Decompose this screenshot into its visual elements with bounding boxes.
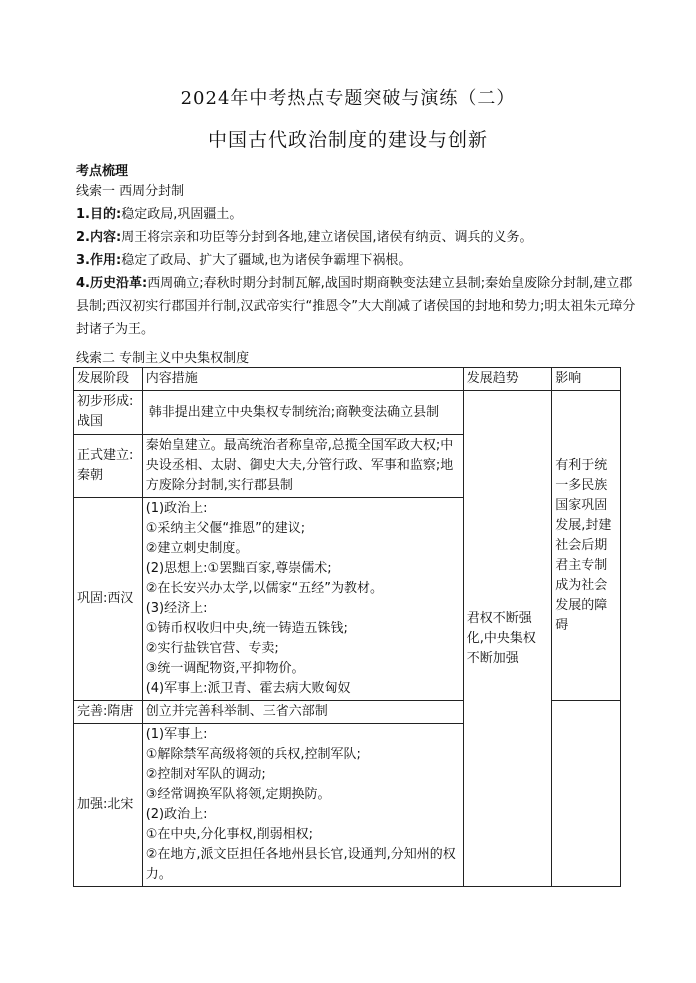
table-row [74,391,621,435]
item-label: 2.内容: [76,230,122,245]
item-text: 周王将宗亲和功臣等分封到各地,建立诸侯国,诸侯有纳贡、调兵的义务。 [121,230,533,245]
stage-cell: 正式建立:秦朝 [74,435,143,498]
stage-cell: 完善:隋唐 [74,701,143,724]
trend-text: 君权不断强化,中央集权不断加强 [466,610,536,666]
stage-cell: 初步形成:战国 [74,391,143,435]
measure-line: 韩非提出建立中央集权专制统治;商鞅变法确立县制 [148,404,440,420]
item-label: 1.目的: [76,207,122,222]
page-title: 2024年中考热点专题突破与演练（二） [180,88,516,109]
impact-empty-cell [552,701,621,887]
stage-cell: 巩固:西汉 [74,498,143,701]
measure-line: ③经常调换军队将领,定期换防。 [145,787,331,802]
measure-line: (1)军事上: [145,727,208,742]
item-label: 4.历史沿革: [76,276,148,291]
measure-line: ①解除禁军高级将领的兵权,控制军队; [145,747,361,762]
thread1-item [76,249,636,272]
measure-line: ①铸币权收归中央,统一铸造五铢钱; [145,621,348,636]
trend-cell [463,391,552,887]
table-header-row [74,368,621,391]
measure-line: ②在地方,派文臣担任各地州县长官,设通判,分知州的权力。 [145,847,456,882]
column-header: 内容措施 [142,368,463,391]
thread1-block [76,180,636,341]
impact-text: 有利于统一多民族国家巩固发展,封建社会后期君主专制成为社会发展的障碍 [555,457,612,633]
column-header: 发展趋势 [463,368,552,391]
measure-line: (1)政治上: [145,501,208,516]
measure-line: ②建立刺史制度。 [145,541,249,556]
measures-cell [142,498,463,701]
measure-line: ③统一调配物资,平抑物价。 [145,661,305,676]
measure-line: (2)思想上:①罢黜百家,尊崇儒术; [145,561,332,576]
measures-cell [142,724,463,887]
measure-line: ②实行盐铁官营、专卖; [145,641,279,656]
measure-line: ②在长安兴办太学,以儒家“五经”为教材。 [145,581,383,596]
page-subtitle: 中国古代政治制度的建设与创新 [207,129,488,151]
item-text: 西周确立;春秋时期分封制瓦解,战国时期商鞅变法建立县制;秦始皇废除分封制,建立郡县制;西汉初实行郡国并行制,汉武帝实行“推恩令”大大削减了诸侯国的封地和势力;明太祖朱元璋分封诸子为王。 [76,276,636,337]
measure-line: (3)经济上: [145,601,208,616]
measures-cell [142,435,463,498]
item-label: 3.作用: [76,253,122,268]
thread1-heading: 线索一 西周分封制 [76,184,185,199]
stage-cell: 加强:北宋 [74,724,143,887]
thread1-item [76,272,636,341]
measure-line: ①采纳主父偃“推恩”的建议; [145,521,306,536]
measure-line: (4)军事上:派卫青、霍去病大败匈奴 [145,681,351,696]
section-label: 考点梳理 [76,164,129,179]
measure-line: (2)政治上: [145,807,208,822]
measure-line: ①在中央,分化事权,削弱相权; [145,827,313,842]
measure-line: ②控制对军队的调动; [145,767,266,782]
measures-cell [142,391,463,435]
measures-cell [142,701,463,724]
centralization-table [73,367,621,887]
thread1-item [76,226,636,249]
thread2-heading: 线索二 专制主义中央集权制度 [76,351,250,366]
column-header: 影响 [552,368,621,391]
measure-line: 秦始皇建立。最高统治者称皇帝,总揽全国军政大权;中央设丞相、太尉、御史大夫,分管行政、军事和监察;地方废除分封制,实行郡县制 [145,438,454,493]
measure-line: 创立并完善科举制、三省六部制 [145,704,328,719]
impact-cell [552,391,621,701]
item-text: 稳定政局,巩固疆土。 [121,207,243,222]
column-header: 发展阶段 [74,368,143,391]
item-text: 稳定了政局、扩大了疆域,也为诸侯争霸埋下祸根。 [121,253,412,268]
thread1-item [76,203,636,226]
